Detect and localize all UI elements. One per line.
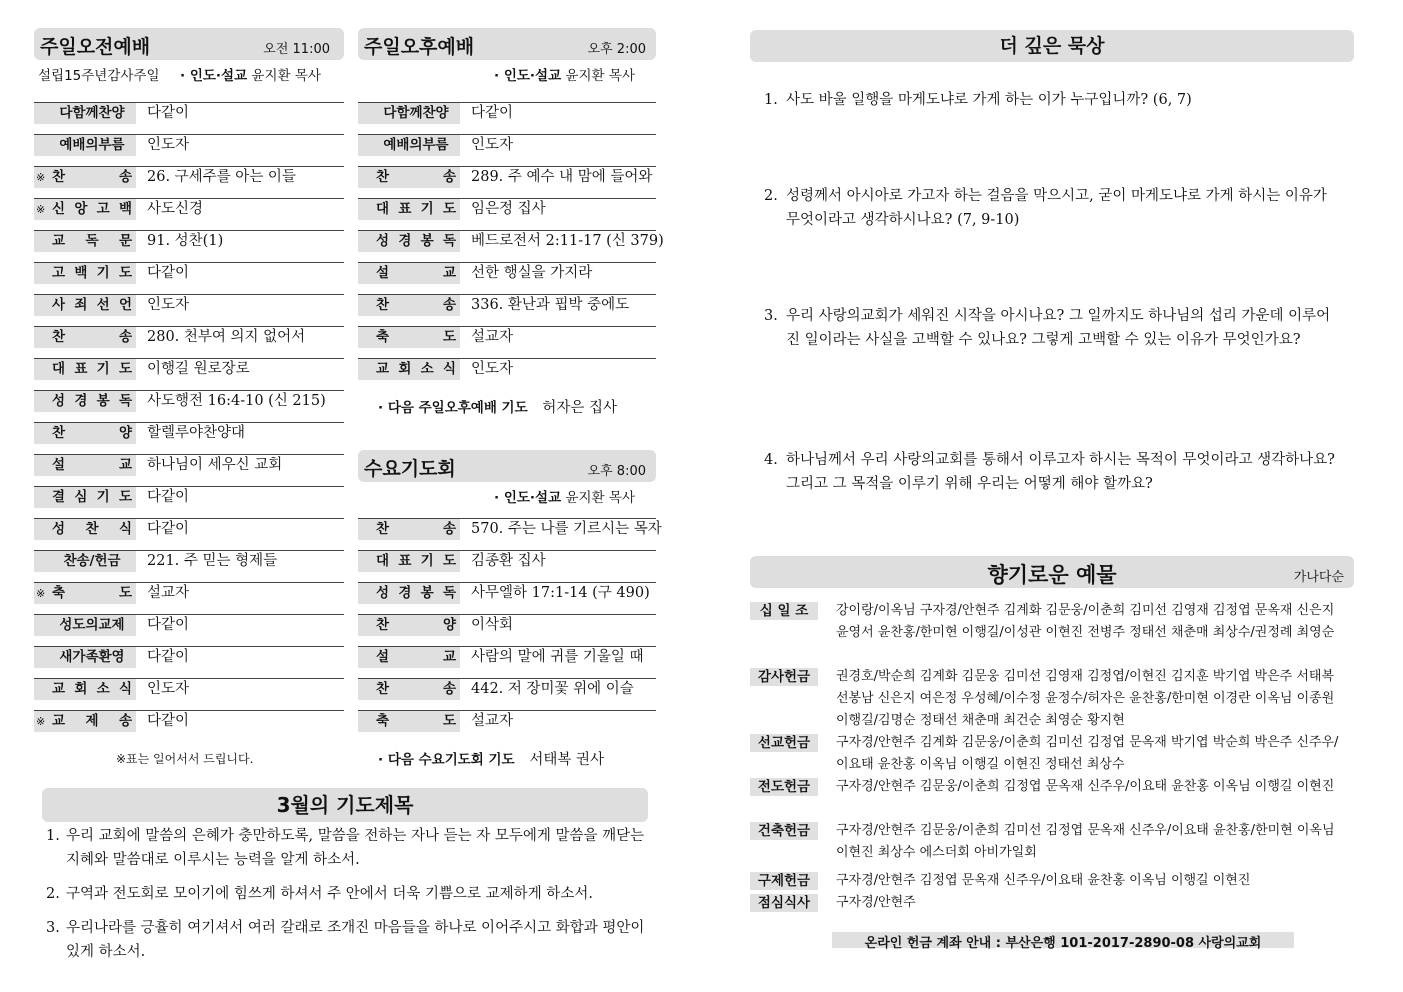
order-row bbox=[34, 518, 344, 550]
order-row bbox=[358, 262, 656, 294]
order-label bbox=[358, 711, 460, 732]
offering-type-label: 전도헌금 bbox=[750, 778, 818, 796]
order-value: 할렐루야찬양대 bbox=[147, 425, 246, 441]
order-label-text: 찬 송 bbox=[376, 521, 456, 537]
order-label bbox=[358, 295, 460, 316]
order-value: 221. 주 믿는 형제들 bbox=[147, 553, 278, 569]
order-value: 다같이 bbox=[147, 649, 190, 665]
order-label-text: 축 도 bbox=[376, 713, 456, 729]
order-value: 442. 저 장미꽃 위에 이슬 bbox=[471, 681, 634, 697]
order-label-text: 설 교 bbox=[376, 265, 456, 281]
wednesday-next-label: · 다음 수요기도회 기도 bbox=[378, 752, 515, 768]
order-value: 다같이 bbox=[147, 617, 190, 633]
question-text: 하나님께서 우리 사랑의교회를 통해서 이루고자 하시는 목적이 무엇이라고 생각하나요? 그리고 그 목적을 이루기 위해 우리는 어떻게 해야 할까요? bbox=[786, 452, 1335, 492]
order-label-text: 찬 양 bbox=[52, 425, 132, 441]
order-value: 이행길 원로장로 bbox=[147, 361, 250, 377]
order-value: 설교자 bbox=[471, 329, 514, 345]
order-label bbox=[358, 199, 460, 220]
offering-donor-names: 강이랑/이옥님 구자경/안현주 김계화 김문웅/이춘희 김미선 김영재 김정엽 문옥재 신은지 윤영서 윤찬홍/한미현 이행길/이성관 이현진 전병주 정태선 채춘매 최상수/권정례 최영순 bbox=[836, 603, 1335, 640]
order-label bbox=[358, 359, 460, 380]
wednesday-service-leader bbox=[494, 486, 635, 506]
order-value: 다같이 bbox=[147, 521, 190, 537]
offering-type-label: 구제헌금 bbox=[750, 872, 818, 890]
order-row bbox=[358, 678, 656, 710]
order-label-text: 찬송/헌금 bbox=[63, 553, 121, 569]
order-label-text: 교 제 송 bbox=[52, 713, 132, 729]
prayer-header bbox=[42, 788, 648, 822]
offering-header bbox=[750, 556, 1354, 588]
order-row bbox=[34, 134, 344, 166]
prayer-item bbox=[46, 916, 646, 964]
order-label bbox=[34, 647, 136, 668]
prayer-item-number: 2. bbox=[46, 886, 60, 902]
order-value: 인도자 bbox=[147, 681, 190, 697]
prayer-item-text: 구역과 전도회로 모이기에 힘쓰게 하셔서 주 안에서 더욱 기쁨으로 교제하게 하소서. bbox=[66, 886, 593, 902]
order-row bbox=[358, 582, 656, 614]
order-row bbox=[358, 518, 662, 550]
order-value: 사무엘하 17:1-14 (구 490) bbox=[471, 585, 650, 601]
online-account-text: 온라인 헌금 계좌 안내 : 부산은행 101-2017-2890-08 사랑의교회 bbox=[864, 936, 1262, 951]
order-label bbox=[34, 231, 136, 252]
order-value: 설교자 bbox=[471, 713, 514, 729]
morning-service-header bbox=[34, 28, 344, 60]
question-number: 1. bbox=[764, 92, 778, 108]
prayer-item bbox=[46, 824, 646, 872]
standing-mark: ※ bbox=[36, 203, 46, 216]
order-label-text: 찬 송 bbox=[376, 169, 456, 185]
order-label bbox=[358, 103, 460, 124]
order-label-text: 교 회 소 식 bbox=[52, 681, 132, 697]
morning-service-title: 주일오전예배 bbox=[40, 36, 151, 58]
order-label bbox=[358, 679, 460, 700]
afternoon-service-leader bbox=[494, 64, 635, 84]
offering-donor-names: 구자경/안현주 김문웅/이춘희 김미선 김정엽 문옥재 신주우/이요태 윤찬홍/한미현 이옥님 이현진 최상수 에스더회 아비가일회 bbox=[836, 823, 1335, 860]
offering-donor-names: 구자경/안현주 김계화 김문웅/이춘희 김미선 김정엽 문옥재 박기엽 박순희 박은주 신주우/이요태 윤찬홍 이옥님 이행길 이현진 정태선 최상수 bbox=[836, 735, 1339, 772]
order-label bbox=[34, 455, 136, 476]
order-label bbox=[34, 519, 136, 540]
order-value: 사도행전 16:4-10 (신 215) bbox=[147, 393, 326, 409]
meditation-title: 더 깊은 묵상 bbox=[999, 35, 1105, 57]
order-row bbox=[34, 358, 344, 390]
order-row bbox=[34, 422, 344, 454]
question-number: 4. bbox=[764, 452, 778, 468]
order-row bbox=[34, 166, 344, 198]
order-row bbox=[34, 230, 344, 262]
order-value: 570. 주는 나를 기르시는 목자 bbox=[471, 521, 662, 537]
prayer-item-number: 3. bbox=[46, 920, 60, 936]
order-value: 인도자 bbox=[147, 137, 190, 153]
order-value: 다같이 bbox=[147, 713, 190, 729]
order-label bbox=[358, 519, 460, 540]
order-value: 사도신경 bbox=[147, 201, 204, 217]
afternoon-service-header bbox=[358, 28, 656, 60]
standing-mark: ※ bbox=[36, 715, 46, 728]
order-value: 인도자 bbox=[471, 361, 514, 377]
order-row bbox=[34, 390, 344, 422]
wednesday-next-name: 서태복 권사 bbox=[529, 752, 604, 768]
order-label-text: 성 경 봉 독 bbox=[52, 393, 132, 409]
offering-donor-names: 구자경/안현주 bbox=[836, 895, 916, 910]
order-label-text: 축 도 bbox=[52, 585, 132, 601]
order-label bbox=[34, 167, 136, 188]
wednesday-leader-label: · 인도·설교 bbox=[494, 490, 562, 506]
morning-footnote: ※표는 일어서서 드립니다. bbox=[116, 752, 254, 766]
offering-type-label: 감사헌금 bbox=[750, 668, 818, 686]
order-label-text: 다함께찬양 bbox=[59, 105, 125, 121]
order-row bbox=[34, 198, 344, 230]
order-value: 설교자 bbox=[147, 585, 190, 601]
order-label bbox=[358, 615, 460, 636]
order-row bbox=[358, 294, 656, 326]
order-label-text: 축 도 bbox=[376, 329, 456, 345]
order-row bbox=[358, 166, 656, 198]
order-label bbox=[358, 231, 460, 252]
order-value: 다같이 bbox=[147, 489, 190, 505]
order-row bbox=[358, 358, 656, 390]
order-label-text: 설 교 bbox=[52, 457, 132, 473]
order-label-text: 성 찬 식 bbox=[52, 521, 132, 537]
order-label-text: 고 백 기 도 bbox=[52, 265, 132, 281]
order-row bbox=[358, 134, 656, 166]
order-label bbox=[34, 199, 136, 220]
afternoon-next-prayer bbox=[378, 396, 617, 417]
order-label-text: 교 회 소 식 bbox=[376, 361, 456, 377]
order-row bbox=[358, 710, 656, 742]
morning-service-subtitle: 설립15주년감사주일 bbox=[38, 68, 160, 84]
order-row bbox=[358, 198, 656, 230]
order-value: 베드로전서 2:11-17 (신 379) bbox=[471, 233, 664, 249]
order-label bbox=[358, 135, 460, 156]
order-label-text: 새가족환영 bbox=[59, 649, 125, 665]
order-value: 하나님이 세우신 교회 bbox=[147, 457, 283, 473]
order-label-text: 사 죄 선 언 bbox=[52, 297, 132, 313]
afternoon-service-title: 주일오후예배 bbox=[364, 36, 475, 58]
meditation-question bbox=[764, 184, 1344, 232]
order-value: 289. 주 예수 내 맘에 들어와 bbox=[471, 169, 653, 185]
order-label bbox=[34, 423, 136, 444]
order-label bbox=[34, 103, 136, 124]
prayer-title: 3월의 기도제목 bbox=[276, 793, 414, 817]
order-row bbox=[34, 646, 344, 678]
order-label bbox=[34, 679, 136, 700]
order-row bbox=[34, 614, 344, 646]
order-row bbox=[358, 326, 656, 358]
order-row bbox=[34, 550, 344, 582]
offering-type-label: 점심식사 bbox=[750, 894, 818, 912]
order-label-text: 성도의교제 bbox=[59, 617, 125, 633]
order-value: 26. 구세주를 아는 이들 bbox=[147, 169, 296, 185]
order-label bbox=[34, 359, 136, 380]
order-value: 280. 천부여 의지 없어서 bbox=[147, 329, 306, 345]
wednesday-leader-name: 윤지환 목사 bbox=[565, 490, 635, 506]
order-row bbox=[358, 230, 664, 262]
order-value: 인도자 bbox=[147, 297, 190, 313]
order-label bbox=[358, 583, 460, 604]
afternoon-leader-label: · 인도·설교 bbox=[494, 68, 562, 84]
order-row bbox=[34, 102, 344, 134]
order-value: 임은정 집사 bbox=[471, 201, 546, 217]
order-label bbox=[34, 135, 136, 156]
order-label-text: 대 표 기 도 bbox=[376, 201, 456, 217]
order-row bbox=[358, 646, 656, 678]
question-text: 우리 사랑의교회가 세워진 시작을 아시나요? 그 일까지도 하나님의 섭리 가운데 이루어 진 일이라는 사실을 고백할 수 있나요? 그렇게 고백할 수 있는 이유가 무엇인가요? bbox=[786, 308, 1331, 348]
order-row bbox=[358, 614, 656, 646]
order-label-text: 찬 송 bbox=[376, 681, 456, 697]
wednesday-service-title: 수요기도회 bbox=[364, 458, 456, 480]
order-value: 다같이 bbox=[147, 105, 190, 121]
order-label-text: 대 표 기 도 bbox=[52, 361, 132, 377]
order-label bbox=[34, 391, 136, 412]
question-text: 사도 바울 일행을 마게도냐로 가게 하는 이가 누구입니까? (6, 7) bbox=[786, 92, 1192, 108]
meditation-question bbox=[764, 304, 1344, 352]
order-label-text: 결 심 기 도 bbox=[52, 489, 132, 505]
order-row bbox=[34, 262, 344, 294]
order-row bbox=[34, 326, 344, 358]
order-label bbox=[34, 615, 136, 636]
morning-leader-label: · 인도·설교 bbox=[180, 68, 248, 84]
order-row bbox=[34, 486, 344, 518]
afternoon-service-time: 오후 2:00 bbox=[587, 42, 646, 57]
order-row bbox=[34, 678, 344, 710]
order-value: 91. 성찬(1) bbox=[147, 233, 224, 249]
order-row bbox=[34, 454, 344, 486]
order-label bbox=[34, 711, 136, 732]
order-row bbox=[34, 710, 344, 742]
order-label-text: 예배의부름 bbox=[59, 137, 125, 153]
morning-service-leader bbox=[180, 64, 321, 84]
order-row bbox=[358, 550, 656, 582]
morning-service-time: 오전 11:00 bbox=[263, 42, 330, 57]
order-label bbox=[358, 647, 460, 668]
order-value: 선한 행실을 가지라 bbox=[471, 265, 593, 281]
order-label-text: 신 앙 고 백 bbox=[52, 201, 132, 217]
prayer-item-text: 우리 교회에 말씀의 은혜가 충만하도록, 말씀을 전하는 자나 듣는 자 모두에게 말씀을 깨닫는 지혜와 말씀대로 이루시는 능력을 알게 하소서. bbox=[66, 828, 645, 868]
meditation-question bbox=[764, 448, 1344, 496]
order-value: 김종환 집사 bbox=[471, 553, 546, 569]
order-label bbox=[34, 583, 136, 604]
order-label-text: 대 표 기 도 bbox=[376, 553, 456, 569]
online-account-banner bbox=[832, 932, 1294, 951]
order-value: 인도자 bbox=[471, 137, 514, 153]
order-value: 이삭회 bbox=[471, 617, 514, 633]
wednesday-next-prayer bbox=[378, 748, 604, 769]
offering-type-label: 십 일 조 bbox=[750, 602, 818, 620]
order-label-text: 설 교 bbox=[376, 649, 456, 665]
wednesday-service-time: 오후 8:00 bbox=[587, 464, 646, 479]
order-label bbox=[358, 263, 460, 284]
offering-order-note: 가나다순 bbox=[1293, 570, 1344, 585]
order-label-text: 찬 송 bbox=[52, 329, 132, 345]
order-label-text: 성 경 봉 독 bbox=[376, 233, 456, 249]
offering-donor-names: 구자경/안현주 김정엽 문옥재 신주우/이요태 윤찬홍 이옥님 이행길 이현진 bbox=[836, 873, 1251, 888]
offering-type-label: 건축헌금 bbox=[750, 822, 818, 840]
order-label-text: 찬 송 bbox=[376, 297, 456, 313]
afternoon-next-label: · 다음 주일오후예배 기도 bbox=[378, 400, 528, 416]
order-label bbox=[358, 167, 460, 188]
order-row bbox=[34, 582, 344, 614]
offering-type-label: 선교헌금 bbox=[750, 734, 818, 752]
prayer-item-number: 1. bbox=[46, 828, 60, 844]
order-label-text: 성 경 봉 독 bbox=[376, 585, 456, 601]
order-value: 336. 환난과 핍박 중에도 bbox=[471, 297, 630, 313]
order-label-text: 예배의부름 bbox=[383, 137, 449, 153]
order-label bbox=[34, 487, 136, 508]
afternoon-next-name: 허자은 집사 bbox=[542, 400, 617, 416]
order-row bbox=[34, 294, 344, 326]
morning-leader-name: 윤지환 목사 bbox=[251, 68, 321, 84]
order-label bbox=[34, 327, 136, 348]
prayer-item bbox=[46, 882, 646, 906]
standing-mark: ※ bbox=[36, 171, 46, 184]
order-label-text: 찬 양 bbox=[376, 617, 456, 633]
question-number: 3. bbox=[764, 308, 778, 324]
meditation-header bbox=[750, 30, 1354, 62]
order-label-text: 다함께찬양 bbox=[383, 105, 449, 121]
order-label bbox=[34, 295, 136, 316]
order-label bbox=[358, 551, 460, 572]
order-row bbox=[358, 102, 656, 134]
order-label-text: 교 독 문 bbox=[52, 233, 132, 249]
question-number: 2. bbox=[764, 188, 778, 204]
prayer-item-text: 우리나라를 긍휼히 여기셔서 여러 갈래로 조개진 마음들을 하나로 이어주시고 화합과 평안이 있게 하소서. bbox=[66, 920, 645, 960]
order-value: 사람의 말에 귀를 기울일 때 bbox=[471, 649, 644, 665]
order-label-text: 찬 송 bbox=[52, 169, 132, 185]
offering-donor-names: 구자경/안현주 김문웅/이춘희 김정엽 문옥재 신주우/이요태 윤찬홍 이옥님 이행길 이현진 bbox=[836, 779, 1335, 794]
offering-donor-names: 권경호/박순희 김계화 김문웅 김미선 김영재 김정엽/이현진 김지훈 박기엽 박은주 서태복 선봉남 신은지 여은정 우성혜/이수정 윤정수/허자은 윤찬홍/한미현 이경란 이옥님 이종원 이행길/김명순 정태선 채춘매 최건순 최영순 황지현 bbox=[836, 669, 1335, 728]
order-label bbox=[34, 551, 136, 572]
standing-mark: ※ bbox=[36, 587, 46, 600]
order-label bbox=[34, 263, 136, 284]
question-text: 성령께서 아시아로 가고자 하는 걸음을 막으시고, 굳이 마게도냐로 가게 하시는 이유가 무엇이라고 생각하시나요? (7, 9-10) bbox=[786, 188, 1327, 228]
order-value: 다같이 bbox=[147, 265, 190, 281]
order-label bbox=[358, 327, 460, 348]
offering-title: 향기로운 예물 bbox=[987, 563, 1117, 587]
wednesday-service-header bbox=[358, 450, 656, 482]
afternoon-leader-name: 윤지환 목사 bbox=[565, 68, 635, 84]
meditation-question bbox=[764, 88, 1344, 112]
order-value: 다같이 bbox=[471, 105, 514, 121]
